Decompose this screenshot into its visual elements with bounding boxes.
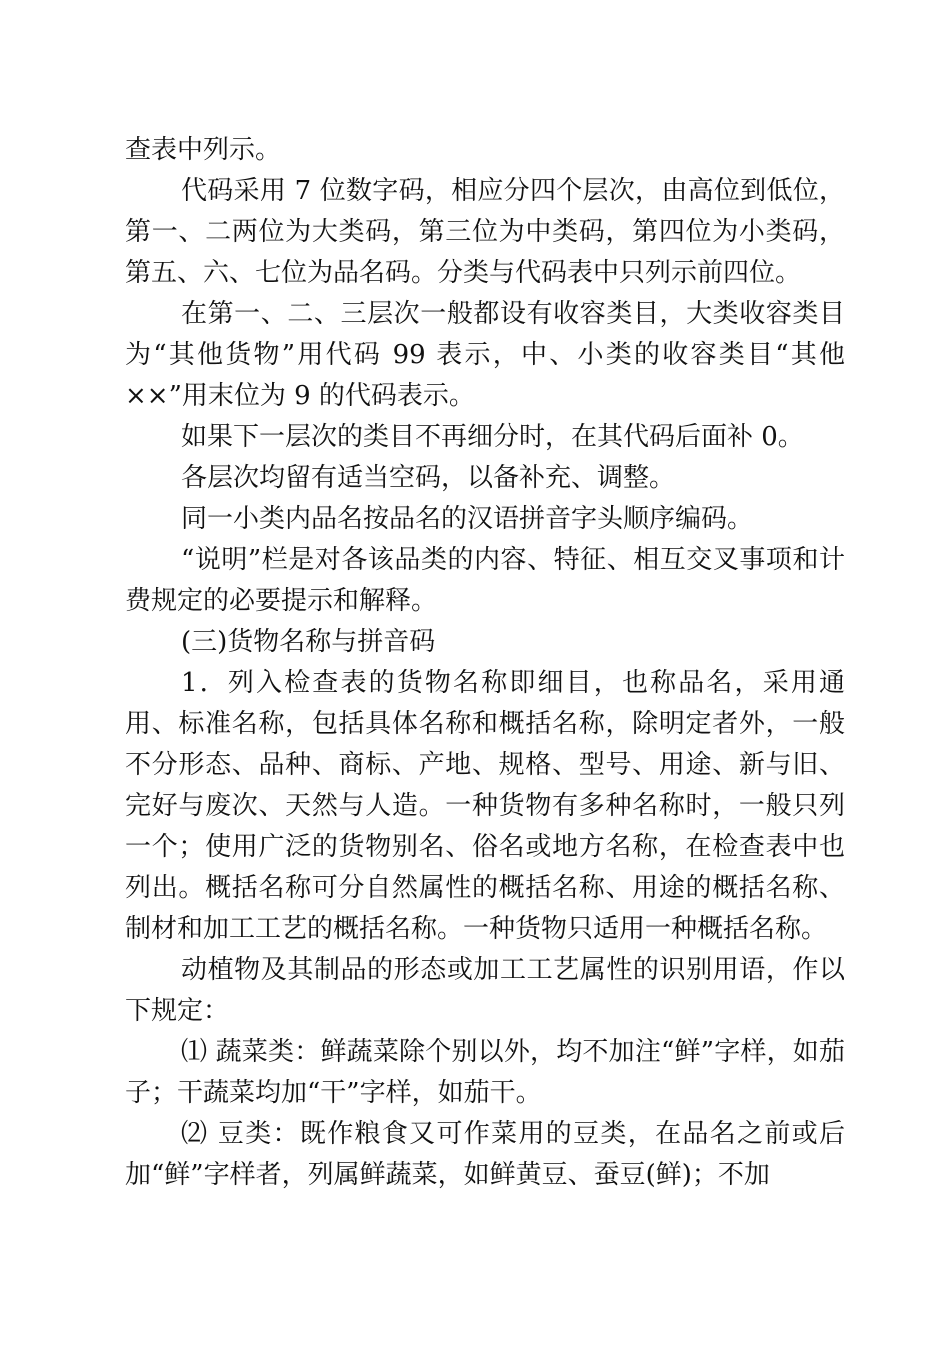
list-item-2: ⑵ 豆类：既作粮食又可作菜用的豆类，在品名之前或后加“鲜”字样者，列属鲜蔬菜，如鲜黄豆、蚕豆(鲜)；不加 — [125, 1119, 845, 1190]
list-item-1: ⑴ 蔬菜类：鲜蔬菜除个别以外，均不加注“鲜”字样，如茄子；干蔬菜均加“干”字样，如茄干。 — [125, 1037, 845, 1108]
paragraph-4: 如果下一层次的类目不再细分时，在其代码后面补 0。 — [181, 422, 804, 452]
paragraph-2: 代码采用 7 位数字码，相应分四个层次，由高位到低位，第一、二两位为大类码，第三位为中类码，第四位为小类码，第五、六、七位为品名码。分类与代码表中只列示前四位。 — [125, 176, 845, 288]
paragraph-3: 在第一、二、三层次一般都设有收容类目，大类收容类目为“其他货物”用代码 99 表示，中、小类的收容类目“其他××”用末位为 9 的代码表示。 — [125, 299, 845, 411]
paragraph-5: 各层次均留有适当空码，以备补充、调整。 — [181, 463, 676, 493]
paragraph-6: 同一小类内品名按品名的汉语拼音字头顺序编码。 — [181, 504, 754, 534]
document-page — [125, 130, 845, 1196]
paragraph-1: 查表中列示。 — [125, 135, 282, 165]
paragraph-9: 1．列入检查表的货物名称即细目，也称品名，采用通用、标准名称，包括具体名称和概括名称，除明定者外，一般不分形态、品种、商标、产地、规格、型号、用途、新与旧、完好与废次、天然与人造。一种货物有多种名称时，一般只列一个；使用广泛的货物别名、俗名或地方名称，在检查表中也列出。概括名称可分自然属性的概括名称、用途的概括名称、制材和加工工艺的概括名称。一种货物只适用一种概括名称。 — [125, 668, 845, 944]
paragraph-10: 动植物及其制品的形态或加工工艺属性的识别用语，作以下规定： — [125, 955, 845, 1026]
paragraph-7: “说明”栏是对各该品类的内容、特征、相互交叉事项和计费规定的必要提示和解释。 — [125, 545, 845, 616]
section-heading: (三)货物名称与拼音码 — [181, 627, 436, 657]
